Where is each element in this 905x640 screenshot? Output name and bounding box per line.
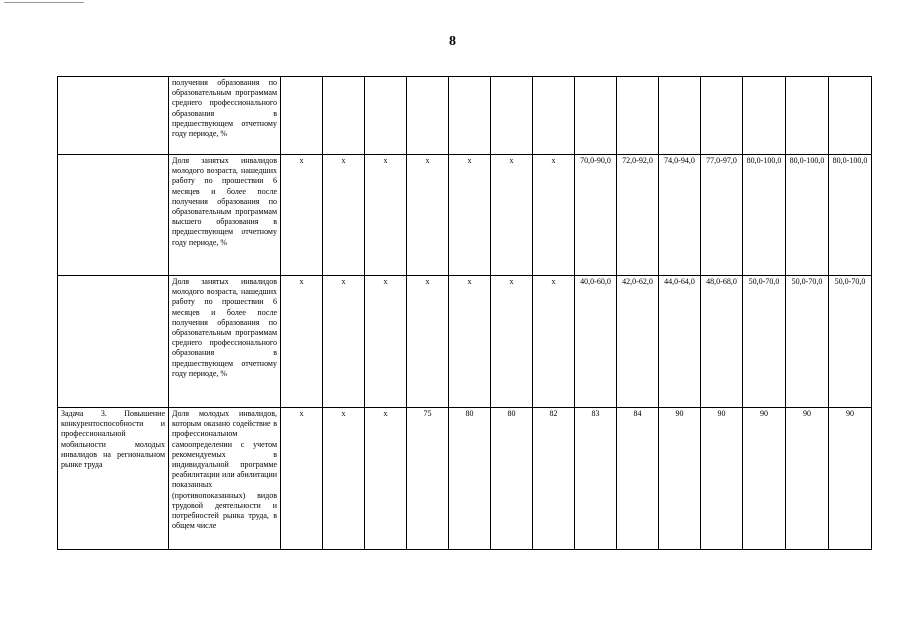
value-cell (575, 77, 617, 155)
indicators-table (57, 76, 872, 550)
value-cell: 80,0-100,0 (743, 155, 786, 276)
value-cell: x (323, 155, 365, 276)
value-cell: 44,0-64,0 (659, 276, 701, 408)
value-cell (533, 77, 575, 155)
table-row (58, 276, 872, 408)
value-cell (659, 77, 701, 155)
value-cell: 90 (786, 408, 829, 550)
value-cell: 75 (407, 408, 449, 550)
value-cell: 72,0-92,0 (617, 155, 659, 276)
value-cell: x (491, 276, 533, 408)
value-cell: 70,0-90,0 (575, 155, 617, 276)
value-cell: 80 (491, 408, 533, 550)
value-cell: 40,0-60,0 (575, 276, 617, 408)
scan-artifact (4, 2, 84, 6)
value-cell (491, 77, 533, 155)
value-cell: x (407, 276, 449, 408)
value-cell: 80,0-100,0 (786, 155, 829, 276)
value-cell: x (323, 408, 365, 550)
value-cell (365, 77, 407, 155)
value-cell (701, 77, 743, 155)
indicator-cell: получения образования по образовательным программам среднего профессионального образования в предшествующем отчетному году периоде, % (169, 77, 281, 155)
task-cell: Задача 3. Повышение конкурентоспособности и профессиональной мобильности молодых инвалидов на региональном рынке труда (58, 408, 169, 550)
indicator-cell: Доля молодых инвалидов, которым оказано содействие в профессиональном самоопределении с учетом рекомендуемых в индивидуальной программе реабилитации или абилитации показанных (противопоказанных) видов трудовой деятельности и потребностей рынка труда, в общем числе (169, 408, 281, 550)
table-body (58, 77, 872, 550)
value-cell: 80 (449, 408, 491, 550)
value-cell: 50,0-70,0 (743, 276, 786, 408)
value-cell: 50,0-70,0 (829, 276, 872, 408)
value-cell: 42,0-62,0 (617, 276, 659, 408)
value-cell: 90 (659, 408, 701, 550)
value-cell: x (365, 276, 407, 408)
value-cell (323, 77, 365, 155)
value-cell (786, 77, 829, 155)
value-cell: 80,0-100,0 (829, 155, 872, 276)
indicator-cell: Доля занятых инвалидов молодого возраста, нашедших работу по прошествии 6 месяцев и более после получения образования по образовательным программам высшего образования в предшествующем отчетному году периоде, % (169, 155, 281, 276)
value-cell: 90 (743, 408, 786, 550)
value-cell: x (449, 276, 491, 408)
value-cell: x (533, 155, 575, 276)
value-cell: x (323, 276, 365, 408)
value-cell: x (365, 155, 407, 276)
page-number: 8 (449, 34, 456, 49)
value-cell: 83 (575, 408, 617, 550)
value-cell: x (281, 408, 323, 550)
table-row (58, 77, 872, 155)
value-cell: 74,0-94,0 (659, 155, 701, 276)
value-cell: x (449, 155, 491, 276)
value-cell: 84 (617, 408, 659, 550)
value-cell (829, 77, 872, 155)
value-cell: 90 (829, 408, 872, 550)
value-cell: x (533, 276, 575, 408)
value-cell: 77,0-97,0 (701, 155, 743, 276)
value-cell: 50,0-70,0 (786, 276, 829, 408)
value-cell: x (281, 276, 323, 408)
value-cell (449, 77, 491, 155)
table-row (58, 155, 872, 276)
value-cell: x (491, 155, 533, 276)
value-cell (407, 77, 449, 155)
value-cell: 82 (533, 408, 575, 550)
task-cell (58, 77, 169, 155)
value-cell: x (281, 155, 323, 276)
value-cell (281, 77, 323, 155)
table-row (58, 408, 872, 550)
value-cell: 90 (701, 408, 743, 550)
value-cell (617, 77, 659, 155)
task-cell (58, 276, 169, 408)
value-cell (743, 77, 786, 155)
value-cell: x (407, 155, 449, 276)
task-cell (58, 155, 169, 276)
value-cell: x (365, 408, 407, 550)
value-cell: 48,0-68,0 (701, 276, 743, 408)
indicator-cell: Доля занятых инвалидов молодого возраста, нашедших работу по прошествии 6 месяцев и более после получения образования по образовательным программам среднего профессионального образования в предшествующем отчетному году периоде, % (169, 276, 281, 408)
